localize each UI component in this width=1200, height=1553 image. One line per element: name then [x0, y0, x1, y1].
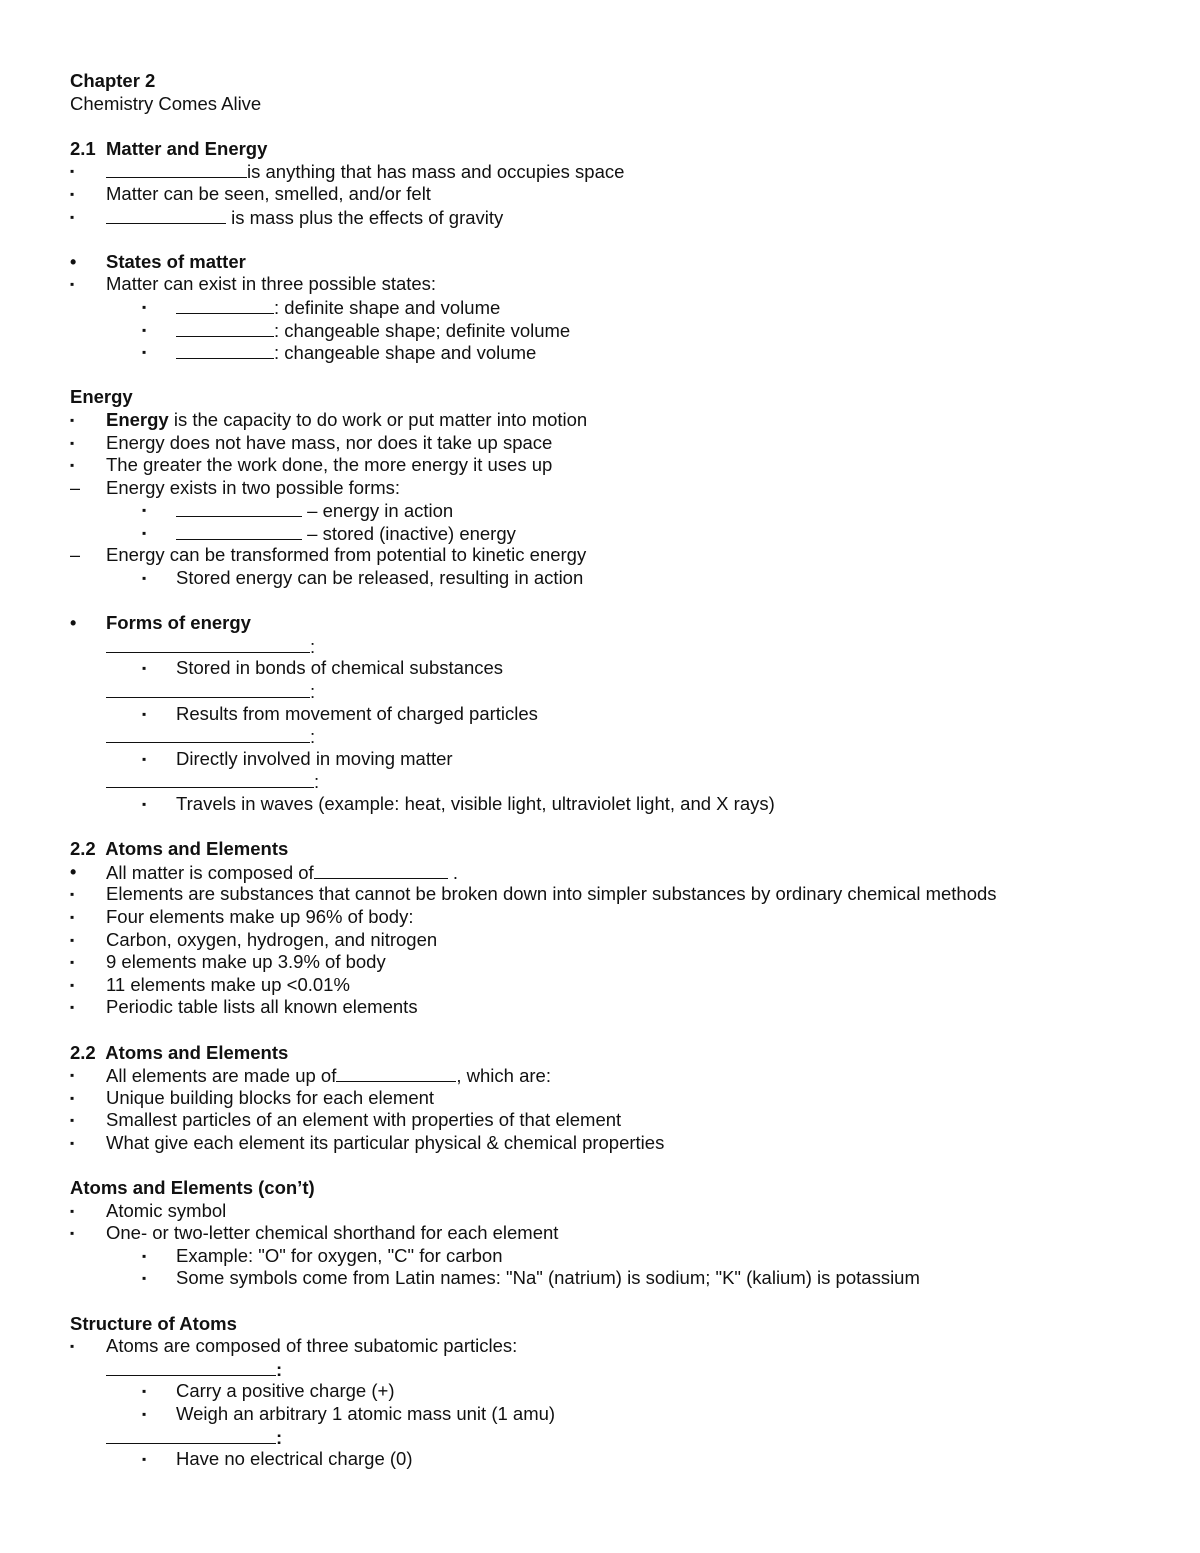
bullet-icon: ▪ [70, 164, 75, 179]
blank-line [176, 522, 302, 540]
bullet-icon: ▪ [142, 571, 147, 586]
list-item: ▪ Stored in bonds of chemical substances [142, 657, 504, 679]
list-item: : [70, 680, 1160, 703]
bullet-icon: ▪ [70, 887, 75, 902]
bullet-icon: ▪ [70, 1226, 75, 1241]
list-item: ▪ Some symbols come from Latin names: "Na" (natrium) is sodium; "K" (kalium) is potassium [142, 1267, 920, 1289]
bullet-icon: ▪ [70, 458, 75, 473]
bullet-icon: ▪ [70, 1000, 75, 1015]
blank-line [106, 1358, 276, 1376]
list-item: ▪ 11 elements make up <0.01% [70, 973, 350, 995]
list-item: ▪ Carbon, oxygen, hydrogen, and nitrogen [70, 928, 438, 950]
list-item: ▪ is anything that has mass and occupies space [70, 161, 625, 183]
bullet-icon: ▪ [70, 909, 75, 924]
list-item: : [70, 1426, 1160, 1449]
blank-line [106, 160, 247, 178]
bullet-icon: ▪ [70, 1090, 75, 1105]
list-item: ▪ : definite shape and volume [142, 296, 501, 318]
list-item: • All matter is composed of . [70, 861, 458, 883]
bullet-icon: ▪ [142, 299, 147, 314]
blank-line [106, 680, 310, 698]
bullet-icon: ▪ [142, 1384, 147, 1399]
bullet-icon: ▪ [142, 1271, 147, 1286]
list-item: : [70, 1358, 1160, 1381]
section-heading-energy: Energy [70, 386, 133, 408]
blank-line [106, 1426, 276, 1444]
list-item: ▪ Have no electrical charge (0) [142, 1448, 413, 1470]
blank-line [106, 635, 310, 653]
blank-line [336, 1064, 456, 1082]
list-item: : [70, 635, 1160, 658]
bullet-icon: ▪ [142, 503, 147, 518]
list-item: • Forms of energy [70, 612, 251, 634]
list-item: ▪ Energy does not have mass, nor does it take up space [70, 431, 553, 453]
list-item: ▪ Travels in waves (example: heat, visible light, ultraviolet light, and X rays) [142, 793, 775, 814]
blank-line [106, 725, 310, 743]
list-item: ▪ All elements are made up of , which are: [70, 1065, 551, 1087]
list-item: – Energy exists in two possible forms: [70, 476, 401, 498]
bullet-icon: ▪ [70, 932, 75, 947]
blank-line [176, 341, 274, 359]
bullet-icon: • [70, 861, 77, 882]
list-item: ▪ : changeable shape and volume [142, 342, 537, 364]
bullet-icon: ▪ [70, 1113, 75, 1128]
blank-line [176, 319, 274, 337]
blank-line [314, 861, 448, 879]
list-item: ▪ Unique building blocks for each element [70, 1086, 435, 1108]
bullet-icon: ▪ [142, 1248, 147, 1263]
bullet-icon: • [70, 613, 77, 634]
bullet-icon: ▪ [142, 797, 147, 811]
bullet-icon: ▪ [142, 706, 147, 721]
list-item: ▪ Periodic table lists all known elements [70, 996, 418, 1018]
list-item: ▪ Directly involved in moving matter [142, 747, 453, 769]
list-item: ▪ is mass plus the effects of gravity [70, 206, 504, 228]
section-heading-atoms-cont: Atoms and Elements (con’t) [70, 1177, 315, 1199]
section-heading-2-2: 2.2 Atoms and Elements [70, 838, 289, 860]
bullet-icon: ▪ [70, 1135, 75, 1150]
list-item: ▪ Energy is the capacity to do work or put matter into motion [70, 408, 588, 430]
section-heading-2-1: 2.1 Matter and Energy [70, 137, 268, 159]
blank-line [176, 296, 274, 314]
bullet-icon: ▪ [142, 525, 147, 540]
list-item: ▪ 9 elements make up 3.9% of body [70, 951, 386, 973]
list-item: ▪ Weigh an arbitrary 1 atomic mass unit (1 amu) [142, 1403, 556, 1425]
bullet-icon: ▪ [142, 322, 147, 337]
bullet-icon: ▪ [70, 412, 75, 427]
bullet-icon: ▪ [142, 1407, 147, 1422]
list-item: ▪ – energy in action [142, 500, 454, 522]
bullet-icon: ▪ [70, 435, 75, 450]
list-item: : [70, 770, 1160, 793]
blank-line [106, 770, 314, 788]
list-item: ▪ Elements are substances that cannot be broken down into simpler substances by ordinary chemical methods [70, 883, 997, 905]
list-item: ▪ Four elements make up 96% of body: [70, 905, 414, 927]
list-item: ▪ Smallest particles of an element with properties of that element [70, 1109, 622, 1131]
list-item: – Energy can be transformed from potential to kinetic energy [70, 544, 587, 566]
bullet-icon: ▪ [70, 955, 75, 970]
dash-icon: – [70, 545, 81, 566]
list-item: ▪ Matter can exist in three possible states: [70, 273, 437, 295]
list-item: ▪ Atomic symbol [70, 1199, 227, 1221]
bullet-icon: ▪ [70, 277, 75, 292]
bullet-icon: ▪ [142, 751, 147, 766]
bullet-icon: ▪ [70, 1339, 75, 1354]
bullet-icon: ▪ [70, 209, 75, 224]
list-item: ▪ Carry a positive charge (+) [142, 1380, 395, 1402]
bullet-icon: ▪ [70, 1203, 75, 1218]
document-page [70, 70, 1160, 1471]
list-item: ▪ Results from movement of charged particles [142, 702, 538, 724]
list-item: ▪ Matter can be seen, smelled, and/or felt [70, 182, 431, 204]
list-item: ▪ Stored energy can be released, resulting in action [142, 567, 584, 589]
list-item: ▪ Example: "O" for oxygen, "C" for carbon [142, 1244, 503, 1266]
bullet-icon: ▪ [70, 1068, 75, 1083]
chapter-subtitle: Chemistry Comes Alive [70, 92, 262, 114]
list-item: ▪ Atoms are composed of three subatomic particles: [70, 1335, 518, 1357]
list-item: ▪ The greater the work done, the more energy it uses up [70, 454, 553, 476]
section-heading-structure: Structure of Atoms [70, 1312, 237, 1334]
list-item: ▪ What give each element its particular physical & chemical properties [70, 1131, 665, 1153]
bullet-icon: ▪ [70, 977, 75, 992]
dash-icon: – [70, 477, 81, 498]
blank-line [106, 206, 226, 224]
bullet-icon: ▪ [70, 186, 75, 201]
list-item: ▪ – stored (inactive) energy [142, 522, 516, 544]
bullet-icon: ▪ [142, 661, 147, 676]
chapter-title: Chapter 2 [70, 70, 156, 91]
bullet-icon: ▪ [142, 345, 147, 360]
section-heading-2-2: 2.2 Atoms and Elements [70, 1041, 289, 1063]
bullet-icon: • [70, 251, 77, 272]
list-item: : [70, 725, 1160, 748]
blank-line [176, 499, 302, 517]
list-item: ▪ : changeable shape; definite volume [142, 319, 571, 341]
bullet-icon: ▪ [142, 1452, 147, 1467]
list-item: ▪ One- or two-letter chemical shorthand for each element [70, 1222, 559, 1244]
list-item: • States of matter [70, 250, 246, 272]
